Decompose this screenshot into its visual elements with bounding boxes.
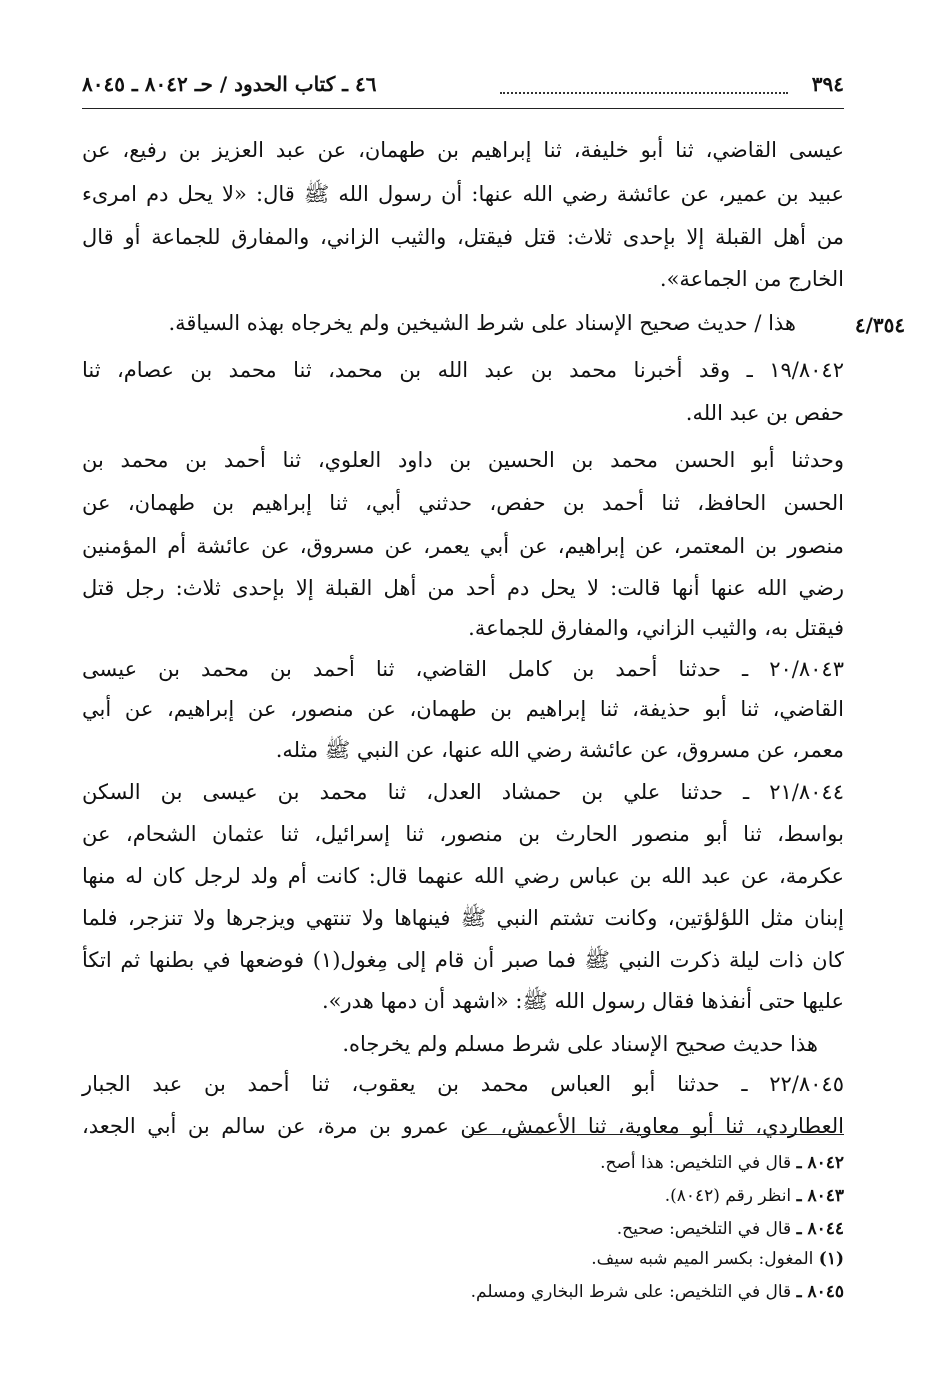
hadith-8044-line: ٢١/٨٠٤٤ ـ حدثنا علي بن حمشاد العدل، ثنا محمد بن عيسى بن السكن — [82, 780, 844, 804]
page-header — [82, 72, 844, 104]
body-line: الحسن الحافظ، ثنا أحمد بن حفص، حدثني أبي، ثنا إبراهيم بن طهمان، عن — [82, 491, 844, 515]
body-line: كان ذات ليلة ذكرت النبي ﷺ فما صبر أن قام إلى مِغول(١) فوضعها في بطنها ثم اتكأ — [82, 948, 844, 972]
hadith-8042-line: ١٩/٨٠٤٢ ـ وقد أخبرنا محمد بن عبد الله بن محمد، ثنا محمد بن عصام، ثنا — [82, 358, 844, 382]
body-line: فيقتل به، والثيب الزاني، والمفارق للجماعة. — [468, 616, 844, 640]
body-line: حفص بن عبد الله. — [685, 401, 844, 425]
footnote-number: (١) — [818, 1249, 844, 1269]
header-rule — [82, 108, 844, 109]
footnote-text: انظر رقم (٨٠٤٢). — [664, 1186, 792, 1206]
footnote-number: ٨٠٤٤ ـ — [796, 1219, 844, 1239]
body-line: هذا حديث صحيح الإسناد على شرط مسلم ولم يخرجاه. — [342, 1032, 818, 1056]
body-line: منصور بن المعتمر، عن إبراهيم، عن أبي يعمر، عن مسروق، عن عائشة أم المؤمنين — [82, 534, 844, 558]
body-line: وحدثنا أبو الحسن محمد بن الحسين بن داود العلوي، ثنا أحمد بن محمد بن — [82, 448, 844, 472]
body-line: عبيد بن عمير، عن عائشة رضي الله عنها: أن رسول الله ﷺ قال: «لا يحل دم امرىء — [82, 182, 844, 206]
body-line: عيسى القاضي، ثنا أبو خليفة، ثنا إبراهيم بن طهمان، عن عبد العزيز بن رفيع، عن — [82, 138, 844, 162]
body-line: بواسط، ثنا أبو منصور الحارث بن منصور، ثنا إسرائيل، ثنا عثمان الشحام، عن — [82, 822, 844, 846]
body-line: هذا / حديث صحيح الإسناد على شرط الشيخين ولم يخرجاه بهذه السياقة. — [168, 311, 796, 335]
body-line: الخارج من الجماعة». — [659, 267, 844, 291]
footnote-8042 — [82, 1148, 844, 1178]
hadith-8043-line: ٢٠/٨٠٤٣ ـ حدثنا أحمد بن كامل القاضي، ثنا أحمد بن محمد بن عيسى — [82, 657, 844, 681]
body-line: إبنان مثل اللؤلؤتين، وكانت تشتم النبي ﷺ فينهاها ولا تنتهي ويزجرها ولا تنزجر، فلما — [82, 906, 844, 930]
running-title: ٤٦ ـ كتاب الحدود / حـ ٨٠٤٢ ـ ٨٠٤٥ — [82, 72, 377, 96]
footnote-text: قال في التلخيص: على شرط البخاري ومسلم. — [470, 1282, 792, 1302]
body-line: العطاردي، ثنا أبو معاوية، ثنا الأعمش، عن عمرو بن مرة، عن سالم بن أبي الجعد، — [82, 1114, 844, 1138]
footnote-1 — [82, 1244, 844, 1274]
page-number: ٣٩٤ — [811, 72, 844, 96]
margin-page-reference: ٤/٣٥٤ — [854, 313, 906, 337]
body-line: عكرمة، عن عبد الله بن عباس رضي الله عنهما قال: كانت أم ولد لرجل كان له منها — [82, 864, 844, 888]
hadith-8045-line: ٢٢/٨٠٤٥ ـ حدثنا أبو العباس محمد بن يعقوب، ثنا أحمد بن عبد الجبار — [82, 1072, 844, 1096]
body-line: القاضي، ثنا أبو حذيفة، ثنا إبراهيم بن طهمان، عن منصور، عن إبراهيم، عن أبي — [82, 697, 844, 721]
footnote-number: ٨٠٤٣ ـ — [796, 1186, 844, 1206]
footnote-number: ٨٠٤٥ ـ — [796, 1282, 844, 1302]
footnote-text: قال في التلخيص: هذا أصح. — [600, 1153, 792, 1173]
header-leader-dots — [500, 72, 788, 94]
footnote-text: المغول: بكسر الميم شبه سيف. — [591, 1249, 814, 1269]
footnote-number: ٨٠٤٢ ـ — [796, 1153, 844, 1173]
body-line: معمر، عن مسروق، عن عائشة رضي الله عنها، عن النبي ﷺ مثله. — [275, 738, 844, 762]
footnote-rule — [469, 1134, 844, 1135]
footnote-8044 — [82, 1214, 844, 1244]
footnote-text: قال في التلخيص: صحيح. — [616, 1219, 792, 1239]
footnote-8045 — [82, 1277, 844, 1307]
footnote-8043 — [82, 1181, 844, 1211]
body-line: رضي الله عنها أنها قالت: لا يحل دم أحد من أهل القبلة إلا بإحدى ثلاث: رجل قتل — [82, 576, 844, 600]
body-line: عليها حتى أنفذها فقال رسول الله ﷺ: «اشهد أن دمها هدر». — [322, 989, 844, 1013]
body-line: من أهل القبلة إلا بإحدى ثلاث: قتل فيقتل، والثيب الزاني، والمفارق للجماعة أو قال — [82, 225, 844, 249]
